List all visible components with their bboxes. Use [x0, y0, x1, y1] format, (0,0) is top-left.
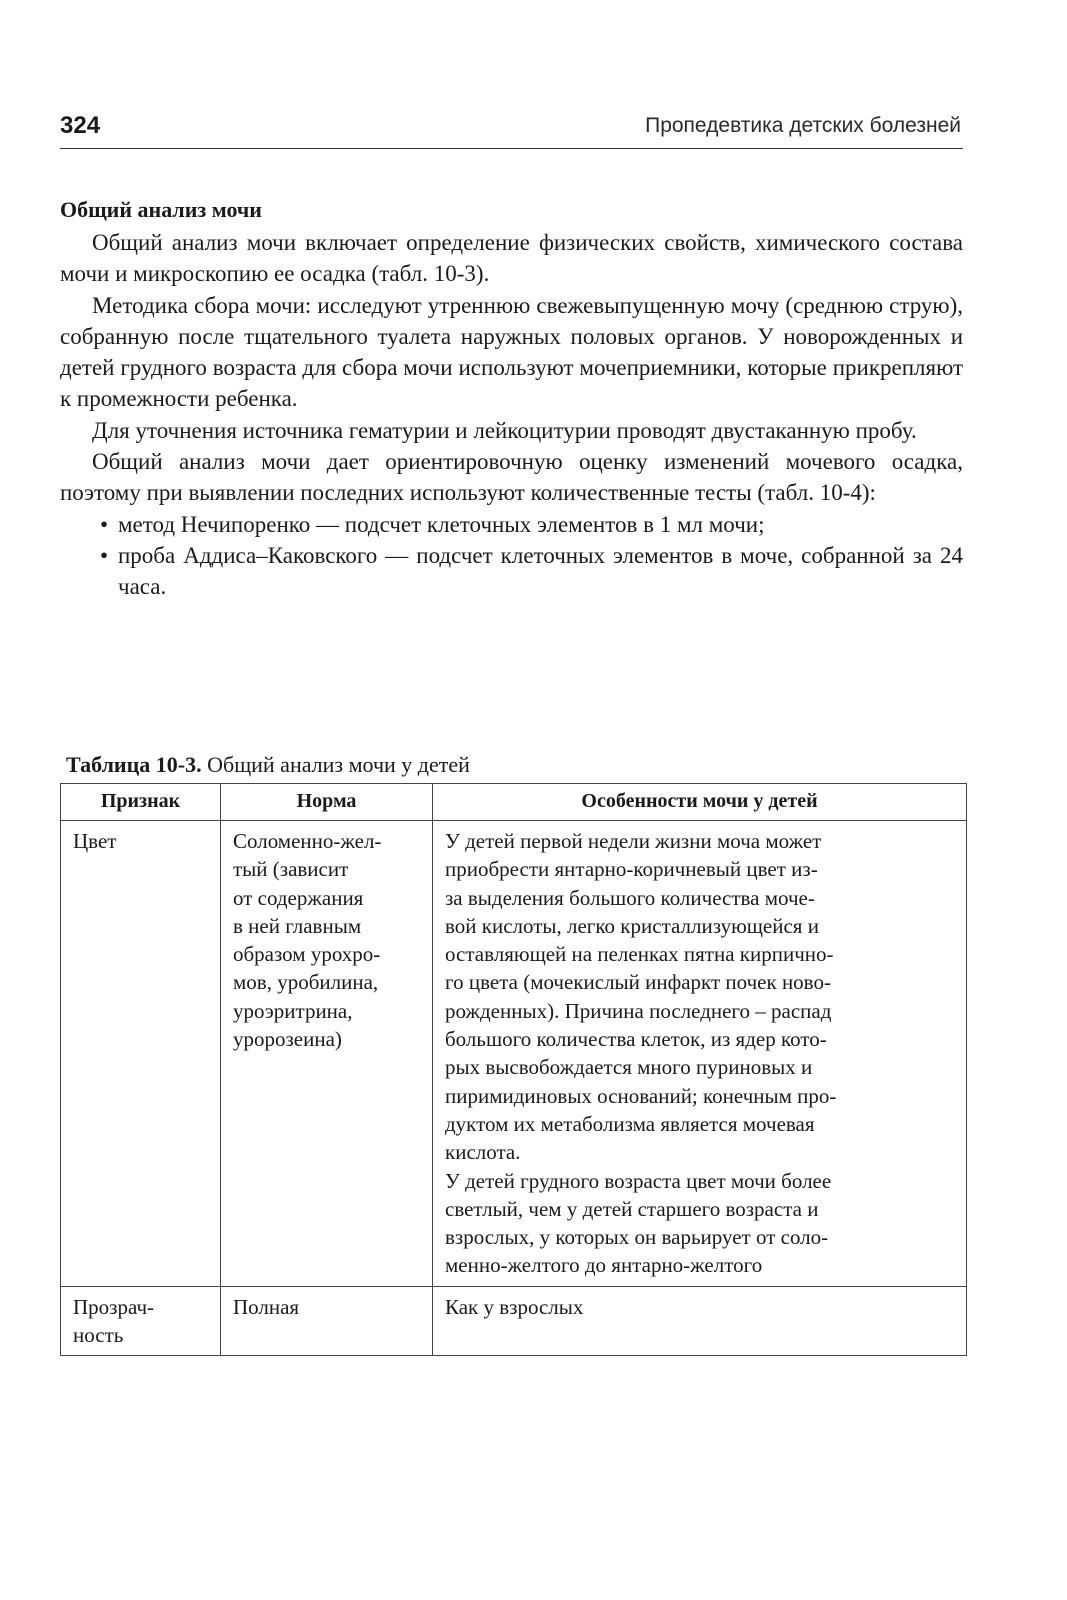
cell-sign: Прозрач- ность [61, 1286, 221, 1356]
column-header-features: Особенности мочи у детей [433, 784, 967, 821]
bullet-list [60, 509, 963, 603]
paragraph: Методика сбора мочи: исследуют утреннюю свежевыпущенную мочу (среднюю струю), собранную после тщательного туалета наружных половых органов. У новорожденных и детей грудного возраста для сбора мочи используют мочеприемники, которые прикрепляют к промежности ребенка. [60, 292, 963, 412]
cell-features: Как у взрослых [433, 1286, 967, 1356]
list-item-text: метод Нечипоренко — подсчет клеточных элементов в 1 мл мочи; [118, 511, 765, 537]
list-item [60, 540, 963, 603]
page-header [60, 108, 963, 149]
cell-sign: Цвет [61, 821, 221, 1287]
table-row [61, 821, 967, 1287]
list-item-text: проба Аддиса–Каковского — подсчет клеточных элементов в моче, собранной за 24 часа. [118, 542, 963, 600]
table-caption-label: Таблица 10-3. [66, 752, 202, 777]
page-number: 324 [60, 112, 101, 139]
column-header-sign: Признак [61, 784, 221, 821]
bullet-marker: • [100, 542, 109, 568]
cell-features: У детей первой недели жизни моча может приобрести янтарно-коричневый цвет из- за выделения большого количества моче- вой кислоты, легко кристаллизующейся и оставляющей на пеленках пятна кирпично- го цвета (мочекислый инфаркт почек ново- рожденных). Причина последнего – распад большого количества клеток, из ядер кото- рых высвобождается много пуриновых и пиримидиновых оснований; конечным про- дуктом их метаболизма является мочевая кислота. У детей грудного возраста цвет мочи более светлый, чем у детей старшего возраста и взрослых, у которых он варьирует от соло- менно-желтого до янтарно-желтого [433, 821, 967, 1287]
main-content [60, 193, 963, 603]
paragraph: Общий анализ мочи включает определение физических свойств, химического состава мочи и микроскопию ее осадка (табл. 10-3). [60, 230, 963, 287]
running-title: Пропедевтика детских болезней [645, 114, 961, 137]
paragraph: Для уточнения источника гематурии и лейкоцитурии проводят двустаканную пробу. [92, 417, 917, 443]
bullet-marker: • [100, 511, 109, 537]
column-header-norm: Норма [221, 784, 433, 821]
cell-norm: Соломенно-жел- тый (зависит от содержания в ней главным образом урохро- мов, уробилина, уроэритрина, уророзеина) [221, 821, 433, 1287]
table-caption [66, 750, 470, 780]
urinalysis-table [60, 783, 967, 1356]
cell-norm: Полная [221, 1286, 433, 1356]
section-heading: Общий анализ мочи [60, 197, 262, 222]
table-caption-text: Общий анализ мочи у детей [207, 752, 470, 777]
list-item [60, 509, 963, 540]
table-row [61, 1286, 967, 1356]
paragraph: Общий анализ мочи дает ориентировочную оценку изменений мочевого осадка, поэтому при выявлении последних используют количественные тесты (табл. 10-4): [60, 449, 963, 506]
table-header-row [61, 784, 967, 821]
